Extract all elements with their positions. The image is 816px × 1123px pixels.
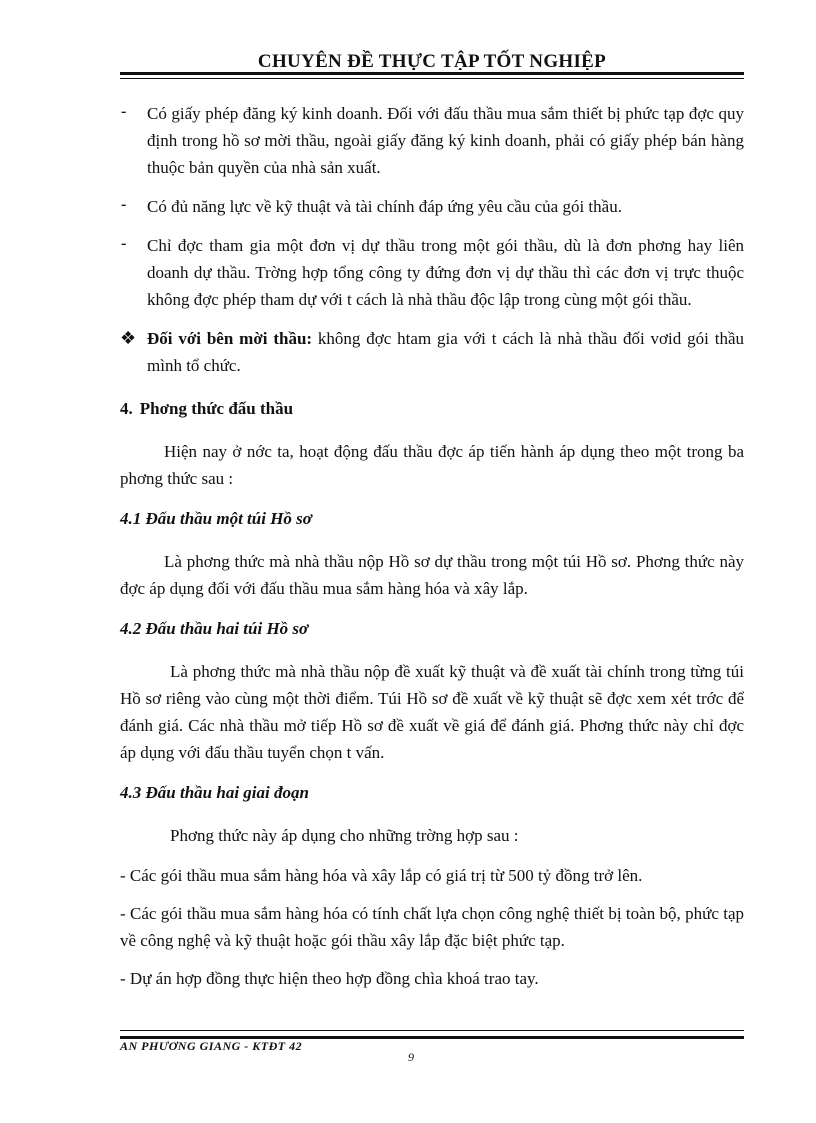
footer-author: AN PHƯƠNG GIANG - KTĐT 42 <box>120 1039 303 1053</box>
list-item <box>120 232 744 313</box>
header-rule-thick <box>120 72 744 75</box>
list-item <box>120 193 744 220</box>
footer-rule-thin <box>120 1030 744 1031</box>
section-title: Phơng thức đấu thầu <box>139 399 294 418</box>
inviter-note-body: không đợc htam gia với t cách là nhà thầu đối vơid gói thầu mình tổ chức. <box>147 329 744 375</box>
subsection-text-4-1: Là phơng thức mà nhà thầu nộp Hồ sơ dự thầu trong một túi Hồ sơ. Phơng thức này đợc áp dụng đối với đấu thầu mua sắm hàng hóa và xây lắp. <box>120 552 744 598</box>
subsection-intro-4-3: Phơng thức này áp dụng cho những trờng hợp sau : <box>170 826 519 845</box>
subsection-text-4-2: Là phơng thức mà nhà thầu nộp đề xuất kỹ thuật và đề xuất tài chính trong từng túi Hồ sơ riêng vào cùng một thời điểm. Túi Hồ sơ đề xuất về kỹ thuật sẽ đợc xem xét trớc để đánh giá. Các nhà thầu mở tiếp Hồ sơ đề xuất về giá để đánh giá. Phơng thức này chỉ đợc áp dụng với đấu thầu tuyển chọn t vấn. <box>120 662 744 762</box>
subsection-heading-4-1: 4.1 Đấu thầu một túi Hồ sơ <box>120 509 312 528</box>
dash-bullet-icon: - <box>121 235 127 252</box>
list-item: - Dự án hợp đồng thực hiện theo hợp đồng chìa khoá trao tay. <box>120 969 539 988</box>
list-item-text: Có đủ năng lực về kỹ thuật và tài chính đáp ứng yêu cầu của gói thầu. <box>147 197 622 216</box>
dash-bullet-icon: - <box>121 103 127 120</box>
diamond-bullet-icon: ❖ <box>120 328 137 348</box>
subsection-heading-4-2: 4.2 Đấu thầu hai túi Hồ sơ <box>120 619 309 638</box>
list-item: - Các gói thầu mua sắm hàng hóa và xây lắp có giá trị từ 500 tỷ đồng trở lên. <box>120 866 643 885</box>
list-item-text: Có giấy phép đăng ký kinh doanh. Đối với đấu thầu mua sắm thiết bị phức tạp đợc quy định trong hồ sơ mời thầu, ngoài giấy đăng ký kinh doanh, phải có giấy phép bán hàng thuộc bản quyền của nhà sản xuất. <box>147 104 744 177</box>
inviter-note-text <box>147 325 744 379</box>
body-content <box>120 100 744 1003</box>
page-number: 9 <box>408 1050 414 1064</box>
list-item: - Các gói thầu mua sắm hàng hóa có tính chất lựa chọn công nghệ thiết bị toàn bộ, phức tạp về công nghệ và kỹ thuật hoặc gói thầu xây lắp đặc biệt phức tạp. <box>120 904 744 950</box>
page-header-title: CHUYÊN ĐỀ THỰC TẬP TỐT NGHIỆP <box>257 51 607 70</box>
section-number: 4. <box>120 399 133 418</box>
header-rule-thin <box>120 78 744 79</box>
section-intro: Hiện nay ở nớc ta, hoạt động đấu thầu đợc áp tiến hành áp dụng theo một trong ba phơng thức sau : <box>120 442 744 488</box>
section-heading <box>120 395 744 422</box>
subsection-heading-4-3: 4.3 Đấu thầu hai giai đoạn <box>120 783 309 802</box>
list-item-text: Chỉ đợc tham gia một đơn vị dự thầu trong một gói thầu, dù là đơn phơng hay liên doanh dự thầu. Trờng hợp tổng công ty đứng đơn vị dự thầu thì các đơn vị trực thuộc không đợc phép tham dự với t cách là nhà thầu độc lập trong cùng một gói thầu. <box>147 236 744 309</box>
dash-bullet-icon: - <box>121 196 127 213</box>
inviter-note-label: Đối với bên mời thầu: <box>147 329 313 348</box>
inviter-note <box>120 325 744 379</box>
list-item <box>120 100 744 181</box>
